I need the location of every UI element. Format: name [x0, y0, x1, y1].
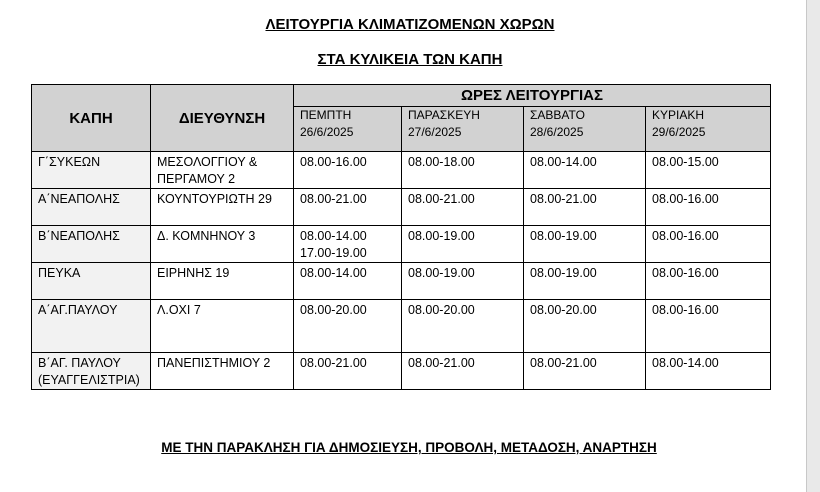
table-row: [32, 152, 771, 189]
cell-hours: 08.00-15.00: [646, 152, 771, 189]
header-day: [646, 107, 771, 152]
cell-hours: 08.00-21.00: [524, 353, 646, 390]
cell-kapi: Α΄ΝΕΑΠΟΛΗΣ: [32, 189, 151, 226]
cell-address: Λ.ΟΧΙ 7: [151, 300, 294, 353]
cell-hours: 08.00-20.00: [294, 300, 402, 353]
cell-hours: 08.00-16.00: [646, 300, 771, 353]
cell-hours: 08.00-14.00: [294, 263, 402, 300]
cell-hours: 08.00-20.00: [402, 300, 524, 353]
cell-hours: 08.00-19.00: [402, 263, 524, 300]
cell-hours: 08.00-21.00: [402, 189, 524, 226]
cell-hours: 08.00-20.00: [524, 300, 646, 353]
cell-address: ΜΕΣΟΛΟΓΓΙΟΥ & ΠΕΡΓΑΜΟΥ 2: [151, 152, 294, 189]
day-date: 28/6/2025: [530, 125, 584, 139]
cell-hours: 08.00-14.00: [524, 152, 646, 189]
table-row: [32, 189, 771, 226]
document-subtitle: ΣΤΑ ΚΥΛΙΚΕΙΑ ΤΩΝ ΚΑΠΗ: [317, 51, 503, 68]
cell-hours: 08.00-16.00: [294, 152, 402, 189]
cell-hours: 08.00-16.00: [646, 263, 771, 300]
cell-kapi: Β΄ΝΕΑΠΟΛΗΣ: [32, 226, 151, 263]
cell-hours: 08.00-19.00: [402, 226, 524, 263]
cell-hours: 08.00-21.00: [294, 353, 402, 390]
cell-hours: 08.00-14.00: [646, 353, 771, 390]
cell-address: ΕΙΡΗΝΗΣ 19: [151, 263, 294, 300]
cell-kapi: Β΄ΑΓ. ΠΑΥΛΟΥ (ΕΥΑΓΓΕΛΙΣΤΡΙΑ): [32, 353, 151, 390]
header-address: ΔΙΕΥΘΥΝΣΗ: [151, 85, 294, 152]
schedule-table: [31, 84, 771, 390]
day-date: 27/6/2025: [408, 125, 462, 139]
cell-address: Δ. ΚΟΜΝΗΝΟΥ 3: [151, 226, 294, 263]
day-date: 26/6/2025: [300, 125, 354, 139]
table-row: [32, 300, 771, 353]
cell-kapi: Γ΄ΣΥΚΕΩΝ: [32, 152, 151, 189]
cell-hours: 08.00-18.00: [402, 152, 524, 189]
cell-hours: 08.00-16.00: [646, 226, 771, 263]
header-day: [524, 107, 646, 152]
cell-kapi: Α΄ΑΓ.ΠΑΥΛΟΥ: [32, 300, 151, 353]
header-day: [402, 107, 524, 152]
cell-hours: 08.00-14.00 17.00-19.00: [294, 226, 402, 263]
cell-kapi: ΠΕΥΚΑ: [32, 263, 151, 300]
cell-hours: 08.00-16.00: [646, 189, 771, 226]
cell-hours: 08.00-19.00: [524, 263, 646, 300]
day-name: ΠΑΡΑΣΚΕΥΗ: [408, 108, 480, 122]
cell-hours: 08.00-21.00: [524, 189, 646, 226]
header-day: [294, 107, 402, 152]
document-title: ΛΕΙΤΟΥΡΓΙΑ ΚΛΙΜΑΤΙΖΟΜΕΝΩΝ ΧΩΡΩΝ: [265, 16, 555, 33]
day-date: 29/6/2025: [652, 125, 706, 139]
cell-hours: 08.00-19.00: [524, 226, 646, 263]
table-row: [32, 226, 771, 263]
cell-hours: 08.00-21.00: [402, 353, 524, 390]
table-row: [32, 353, 771, 390]
header-hours: ΩΡΕΣ ΛΕΙΤΟΥΡΓΙΑΣ: [294, 85, 771, 107]
day-name: ΣΑΒΒΑΤΟ: [530, 108, 585, 122]
header-kapi: ΚΑΠΗ: [32, 85, 151, 152]
day-name: ΠΕΜΠΤΗ: [300, 108, 352, 122]
cell-address: ΚΟΥΝΤΟΥΡΙΩΤΗ 29: [151, 189, 294, 226]
cell-address: ΠΑΝΕΠΙΣΤΗΜΙΟΥ 2: [151, 353, 294, 390]
cell-hours: 08.00-21.00: [294, 189, 402, 226]
table-row: [32, 263, 771, 300]
day-name: ΚΥΡΙΑΚΗ: [652, 108, 705, 122]
footer-note: ΜΕ ΤΗΝ ΠΑΡΑΚΛΗΣΗ ΓΙΑ ΔΗΜΟΣΙΕΥΣΗ, ΠΡΟΒΟΛΗ, ΜΕΤΑΔΟΣΗ, ΑΝΑΡΤΗΣΗ: [161, 440, 657, 455]
